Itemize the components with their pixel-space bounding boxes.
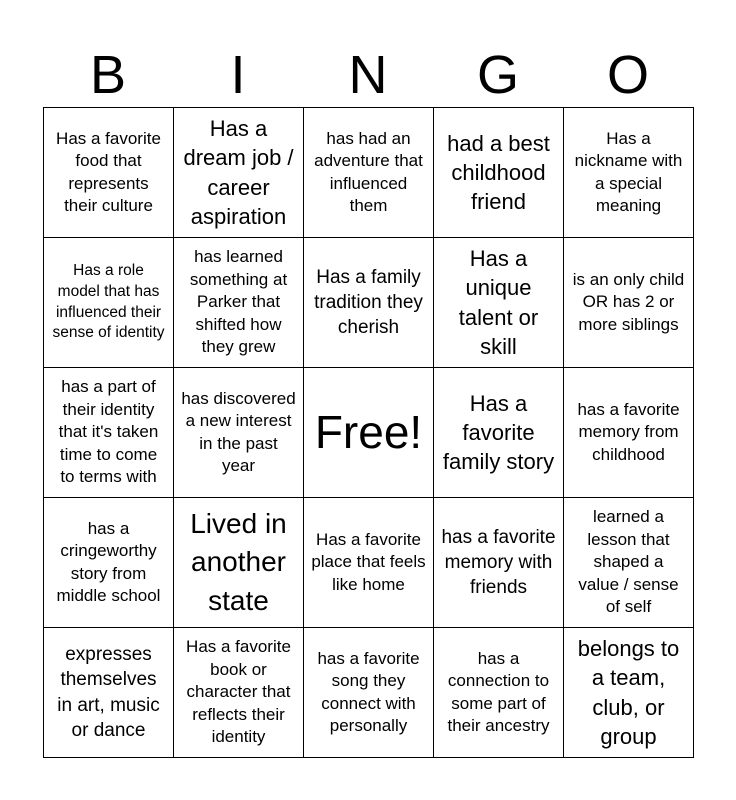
cell-text: Lived in another state bbox=[190, 507, 287, 616]
bingo-cell-r4c1[interactable] bbox=[43, 497, 174, 628]
bingo-header bbox=[43, 44, 693, 106]
header-letter-b: B bbox=[89, 45, 127, 105]
bingo-cell-r2c5[interactable] bbox=[563, 237, 694, 368]
cell-text: has a favorite memory with friends bbox=[441, 526, 556, 599]
bingo-cell-r2c4[interactable] bbox=[433, 237, 564, 368]
cell-text: expresses themselves in art, music or dance bbox=[57, 644, 160, 741]
bingo-cell-r5c4[interactable] bbox=[433, 627, 564, 758]
bingo-cell-r3c5[interactable] bbox=[563, 367, 694, 498]
cell-text: learned a lesson that shaped a value / sense of self bbox=[578, 507, 679, 617]
cell-text: had a best childhood friend bbox=[447, 130, 550, 215]
cell-text: Has a unique talent or skill bbox=[458, 246, 539, 359]
free-space-label: Free! bbox=[314, 406, 423, 459]
header-letter-n: N bbox=[348, 45, 388, 105]
cell-text: has a favorite song they connect with personally bbox=[317, 648, 420, 735]
cell-text: has a cringeworthy story from middle school bbox=[56, 518, 161, 605]
cell-text: has a connection to some part of their ancestry bbox=[447, 648, 550, 735]
bingo-cell-r3c1[interactable] bbox=[43, 367, 174, 498]
cell-text: Has a family tradition they cherish bbox=[314, 266, 423, 339]
cell-text: Has a favorite book or character that reflects their identity bbox=[186, 637, 291, 747]
bingo-cell-r4c3[interactable] bbox=[303, 497, 434, 628]
bingo-cell-r3c4[interactable] bbox=[433, 367, 564, 498]
bingo-cell-r2c1[interactable] bbox=[43, 237, 174, 368]
cell-text: Has a nickname with a special meaning bbox=[574, 128, 683, 215]
bingo-cell-r3c2[interactable] bbox=[173, 367, 304, 498]
bingo-cell-r1c3[interactable] bbox=[303, 107, 434, 238]
cell-text: has discovered a new interest in the past year bbox=[181, 388, 296, 475]
header-letter-i: I bbox=[230, 45, 246, 105]
bingo-board bbox=[43, 107, 693, 757]
bingo-cell-r2c2[interactable] bbox=[173, 237, 304, 368]
header-letter-o: O bbox=[606, 45, 649, 105]
bingo-cell-r1c4[interactable] bbox=[433, 107, 564, 238]
cell-text: belongs to a team, club, or group bbox=[577, 636, 680, 749]
bingo-cell-r1c2[interactable] bbox=[173, 107, 304, 238]
cell-text: Has a favorite food that represents their culture bbox=[56, 128, 161, 215]
bingo-cell-r4c4[interactable] bbox=[433, 497, 564, 628]
cell-text: Has a favorite family story bbox=[442, 390, 555, 475]
bingo-cell-r5c3[interactable] bbox=[303, 627, 434, 758]
cell-text: Has a favorite place that feels like home bbox=[311, 529, 426, 594]
bingo-cell-r5c2[interactable] bbox=[173, 627, 304, 758]
header-letter-g: G bbox=[476, 45, 519, 105]
cell-text: has a favorite memory from childhood bbox=[577, 399, 680, 464]
bingo-cell-r1c5[interactable] bbox=[563, 107, 694, 238]
bingo-cell-r1c1[interactable] bbox=[43, 107, 174, 238]
bingo-cell-r5c5[interactable] bbox=[563, 627, 694, 758]
cell-text: Has a role model that has influenced their sense of identity bbox=[52, 261, 165, 342]
bingo-cell-r5c1[interactable] bbox=[43, 627, 174, 758]
cell-text: has a part of their identity that it's taken time to come to terms with bbox=[58, 377, 159, 487]
cell-text: has had an adventure that influenced them bbox=[314, 128, 423, 215]
cell-text: is an only child OR has 2 or more siblings bbox=[572, 269, 685, 334]
cell-text: has learned something at Parker that shifted how they grew bbox=[189, 247, 288, 357]
bingo-cell-free[interactable] bbox=[303, 367, 434, 498]
bingo-cell-r2c3[interactable] bbox=[303, 237, 434, 368]
bingo-cell-r4c2[interactable] bbox=[173, 497, 304, 628]
cell-text: Has a dream job / career aspiration bbox=[183, 116, 294, 229]
bingo-cell-r4c5[interactable] bbox=[563, 497, 694, 628]
